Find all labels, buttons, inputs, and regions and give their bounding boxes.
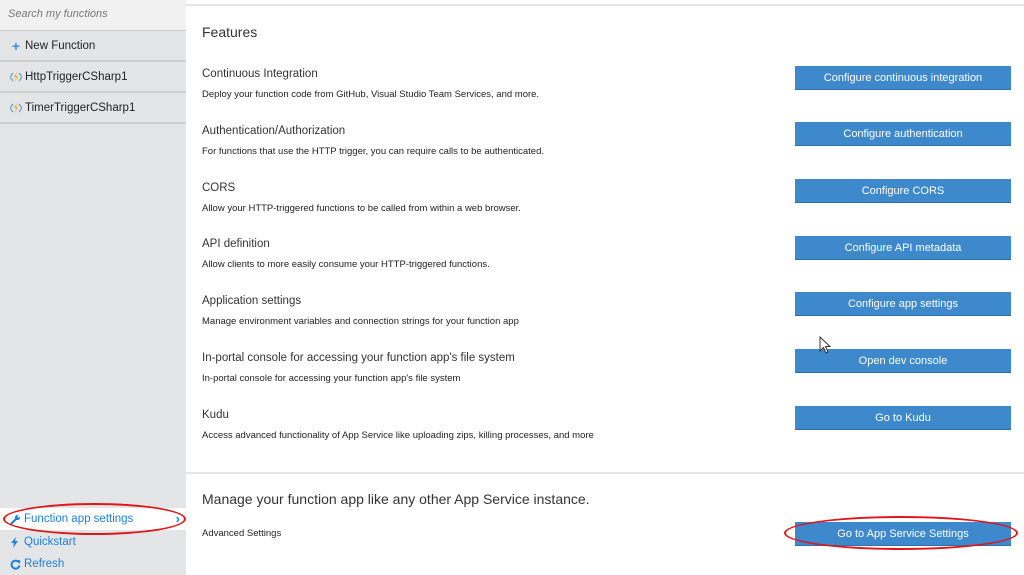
configure-ci-button[interactable]: Configure continuous integration [795,66,1011,90]
quickstart-label: Quickstart [24,536,76,548]
chevron-right-icon: › [175,511,180,526]
open-dev-console-button[interactable]: Open dev console [795,349,1011,373]
function-item-label: HttpTriggerCSharp1 [25,70,128,83]
go-to-app-service-settings-button[interactable]: Go to App Service Settings [795,522,1011,546]
feature-name: Continuous Integration [202,68,318,80]
quickstart-link[interactable] [0,531,186,553]
feature-description: Access advanced functionality of App Service like uploading zips, killing processes, and more [202,430,594,441]
bolt-icon [10,537,22,548]
mouse-cursor-icon [819,336,833,361]
function-app-settings-link[interactable] [0,508,186,530]
function-bolt-icon [10,72,22,82]
go-to-kudu-button[interactable]: Go to Kudu [795,406,1011,430]
search-input[interactable]: Search my functions [0,0,186,31]
function-item-http[interactable] [0,62,186,93]
feature-description: Manage environment variables and connection strings for your function app [202,316,519,327]
feature-description: In-portal console for accessing your function app's file system [202,373,461,384]
configure-api-metadata-button[interactable]: Configure API metadata [795,236,1011,260]
new-function-button[interactable] [0,31,186,62]
feature-description: Deploy your function code from GitHub, Visual Studio Team Services, and more. [202,89,540,100]
sidebar-bottom-links [0,508,186,575]
function-item-label: TimerTriggerCSharp1 [25,101,136,114]
top-divider [186,0,1024,6]
configure-authentication-button[interactable]: Configure authentication [795,122,1011,146]
refresh-icon [10,559,22,570]
feature-description: For functions that use the HTTP trigger, you can require calls to be authenticated. [202,146,545,157]
advanced-settings-label: Advanced Settings [202,528,282,539]
function-bolt-icon [10,103,22,113]
function-app-settings-label: Function app settings [24,513,134,525]
configure-app-settings-button[interactable]: Configure app settings [795,292,1011,316]
configure-cors-button[interactable]: Configure CORS [795,179,1011,203]
feature-description: Allow clients to more easily consume your HTTP-triggered functions. [202,259,490,270]
refresh-label: Refresh [24,558,65,570]
manage-title: Manage your function app like any other App Service instance. [202,491,590,507]
feature-name: Authentication/Authorization [202,125,346,137]
main-content [186,0,1024,575]
feature-name: In-portal console for accessing your function app's file system [202,352,515,364]
function-item-timer[interactable] [0,93,186,124]
feature-description: Allow your HTTP-triggered functions to be called from within a web browser. [202,203,521,214]
refresh-link[interactable] [0,553,186,575]
feature-name: CORS [202,182,236,194]
sidebar [0,0,186,575]
section-divider [186,472,1024,474]
new-function-label: New Function [25,39,96,52]
features-title: Features [202,24,258,40]
wrench-icon [10,514,22,525]
feature-name: Kudu [202,409,229,421]
plus-icon: + [11,37,21,54]
feature-name: API definition [202,238,270,250]
feature-name: Application settings [202,295,302,307]
